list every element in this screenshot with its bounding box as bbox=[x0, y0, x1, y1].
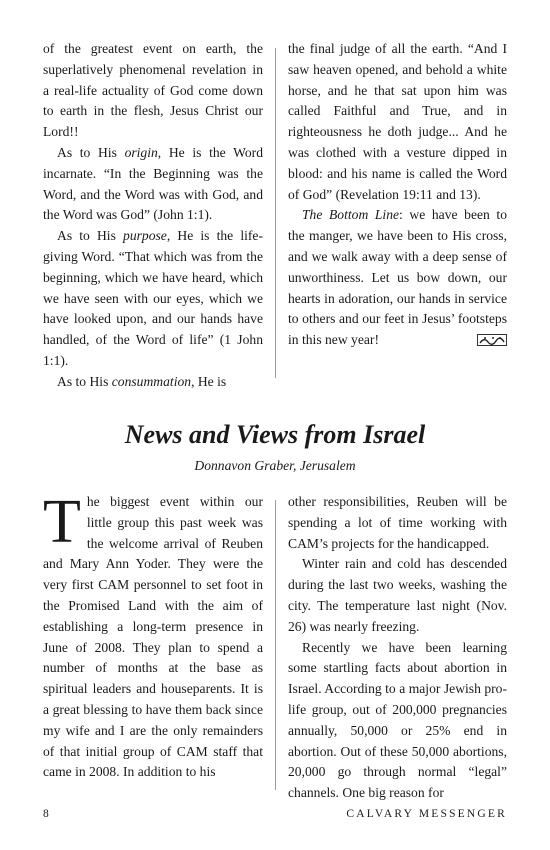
text-run: other responsibilities, Reuben will be spending a lot of time working with CAM’s projects for the handicapped. bbox=[288, 494, 507, 551]
paragraph bbox=[288, 638, 507, 804]
article-first-paragraph: he biggest event within our little group this past week was the welcome arrival of Reuben and Mary Ann Yoder. They were the very first CAM personnel to set foot in the Promised Land with the aim of establishing a long-term presence in June of 2008. They plan to spend a number of months at the base as spiritual leaders and houseparents. It is a great blessing to have them back since my wife and I are the only remainders of that initial group of CAM staff that came in 2008. In addition to his bbox=[43, 494, 263, 780]
article-title: News and Views from Israel bbox=[124, 420, 426, 449]
text-run: As to His bbox=[57, 373, 112, 389]
paragraph bbox=[288, 39, 507, 205]
column-rule-bottom bbox=[275, 500, 276, 790]
text-run: of the greatest event on earth, the superlatively phenomenal revelation in a real-life actuality of God come down to earth in the flesh, Jesus Christ our Lord!! bbox=[43, 41, 263, 140]
text-run: , He is bbox=[191, 373, 227, 389]
italic-text: purpose bbox=[123, 228, 167, 244]
article-left-column bbox=[43, 488, 263, 783]
italic-text: origin bbox=[124, 144, 158, 160]
paragraph bbox=[43, 39, 263, 143]
paragraph bbox=[43, 226, 263, 372]
article-byline: Donnavon Graber, Jerusalem bbox=[194, 458, 356, 473]
paragraph bbox=[43, 143, 263, 226]
top-left-column bbox=[43, 39, 263, 393]
paragraph bbox=[288, 492, 507, 554]
column-rule-top bbox=[275, 48, 276, 378]
end-ornament-icon bbox=[477, 334, 507, 346]
text-run: As to His bbox=[57, 144, 125, 160]
drop-cap: T bbox=[43, 488, 81, 556]
magazine-name: CALVARY MESSENGER bbox=[346, 808, 507, 820]
italic-text: consummation bbox=[111, 373, 192, 389]
text-run: , He is the life-giving Word. “That which was from the beginning, which we have heard, which we have seen with our eyes, which we have looked upon, and our hands have handled, of the Word of life” (1 John 1:1). bbox=[43, 228, 263, 368]
text-run: As to His bbox=[57, 228, 124, 244]
paragraph bbox=[288, 205, 507, 351]
top-right-column bbox=[288, 39, 507, 351]
text-run: , He is the Word incarnate. “In the Beginning was the Word, and the Word was with God, and the Word was God” (John 1:1). bbox=[43, 144, 263, 223]
text-run: Winter rain and cold has descended during the last two weeks, washing the city. The temperature last night (Nov. 26) was nearly freezing. bbox=[288, 556, 507, 634]
page-number: 8 bbox=[43, 808, 49, 820]
text-run: Recently we have been learning some startling facts about abortion in Israel. According to a major Jewish pro-life group, out of 200,000 pregnancies annually, 50,000 or 25% end in abortion. Out of these 50,000 abortions, 20,000 go through normal “legal” channels. One big reason for bbox=[288, 639, 507, 801]
paragraph bbox=[288, 554, 507, 637]
paragraph bbox=[43, 372, 263, 393]
article-right-column bbox=[288, 492, 507, 804]
text-run: the final judge of all the earth. “And I saw heaven opened, and behold a white horse, and he that sat upon him was called Faithful and True, and in righteousness he doth judge... And he was clothed with a vesture dipped in blood: and his name is called the Word of God” (Revelation 19:11 and 13). bbox=[288, 41, 507, 202]
italic-text: The Bottom Line bbox=[302, 207, 400, 223]
text-run: : we have been to the manger, we have been to His cross, and we walk away with a deep sense of unworthiness. Let us bow down, our hearts in adoration, our hands in service to others and our feet in Jesus’ footsteps in this new year! bbox=[288, 207, 507, 348]
